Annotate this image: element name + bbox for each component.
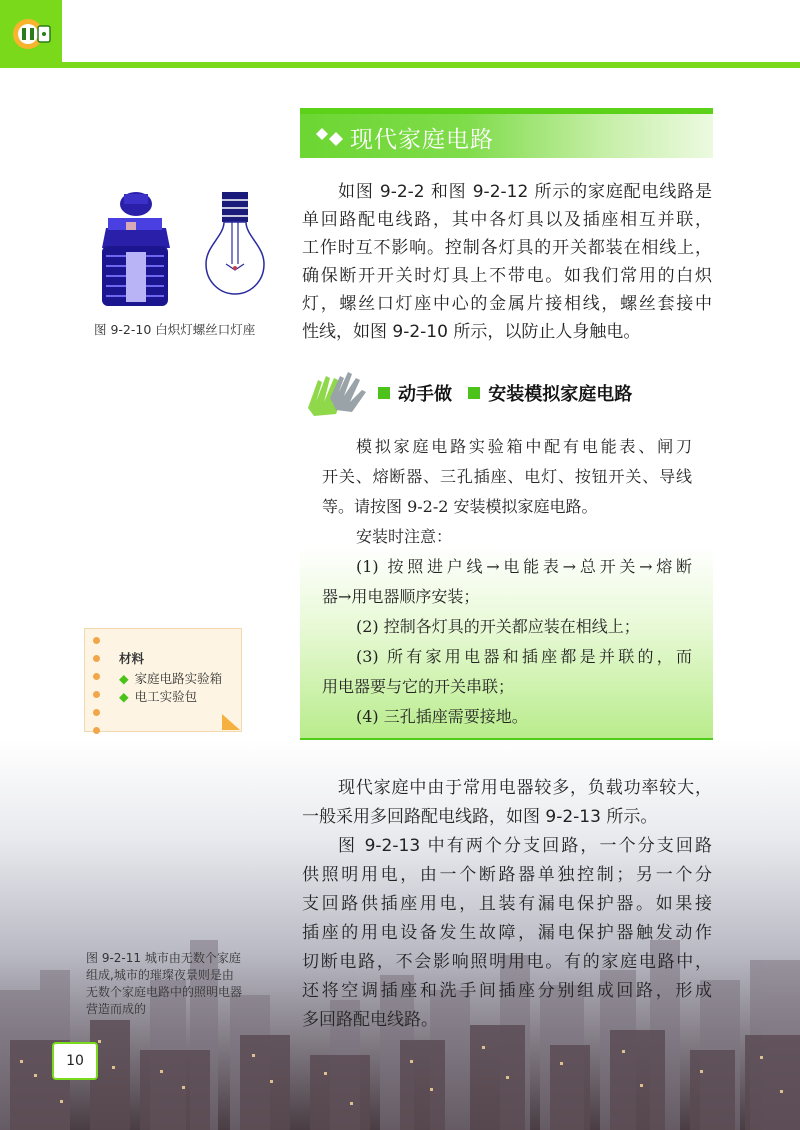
text-line: 模拟家庭电路实验箱中配有电能表、闸刀 xyxy=(356,437,692,456)
text-line: 切断电路，不会影响照明用电。有的家庭电路中， xyxy=(302,952,712,972)
text-line: (3) 所有家用电器和插座都是并联的，而 xyxy=(356,647,692,666)
text-line: 工作时互不影响。控制各灯具的开关都装在相线上， xyxy=(302,238,712,258)
page-header-band xyxy=(0,0,800,68)
text-line: 开关、熔断器、三孔插座、电灯、按钮开关、导线 xyxy=(322,467,692,486)
materials-item: ◆ 电工实验包 xyxy=(119,689,198,704)
text-line: 还将空调插座和洗手间插座分别组成回路，形成 xyxy=(302,981,712,1001)
text-line: 供照明用电，由一个断路器单独控制；另一个分 xyxy=(302,865,712,885)
text-line: 如图 9-2-2 和图 9-2-12 所示的家庭配电线路是 xyxy=(338,182,712,202)
text-line: 灯，螺丝口灯座中心的金属片接相线，螺丝套接中 xyxy=(302,294,712,314)
diamond-bullets-icon xyxy=(314,124,350,148)
text-line: 现代家庭中由于常用电器较多，负载功率较大， xyxy=(338,778,712,798)
header-rule xyxy=(0,62,800,68)
hands-icon xyxy=(300,368,376,420)
section-title: 现代家庭电路 xyxy=(350,127,494,153)
text-line: 器→用电器顺序安装； xyxy=(322,587,480,606)
caption-line: 无数个家庭电路中的照明电器 xyxy=(86,985,243,999)
caption-line: 组成,城市的璀璨夜景则是由 xyxy=(86,968,234,982)
caption-line: 图 9-2-11 城市由无数个家庭 xyxy=(86,951,241,965)
figure-9-2-11-caption xyxy=(86,950,242,1018)
green-diamond-icon: ◆ xyxy=(119,689,129,704)
note-fold-corner xyxy=(222,714,240,730)
materials-item: ◆ 家庭电路实验箱 xyxy=(119,671,223,686)
activity-text xyxy=(322,432,692,732)
intro-paragraph xyxy=(302,178,712,346)
text-line: 单回路配电线路，其中各灯具以及插座相互并联， xyxy=(302,210,712,230)
activity-label: 动手做 xyxy=(398,384,452,405)
text-line: 插座的用电设备发生故障，漏电保护器触发动作 xyxy=(302,923,712,943)
text-line: (4) 三孔插座需要接地。 xyxy=(356,707,528,726)
body-paragraphs xyxy=(302,774,712,1035)
text-line: 用电器要与它的开关串联； xyxy=(322,677,515,696)
text-line: 图 9-2-13 中有两个分支回路，一个分支回路 xyxy=(338,836,712,856)
note-binding-dots xyxy=(93,637,101,745)
green-square-icon xyxy=(468,387,480,399)
caption-line: 营造而成的 xyxy=(86,1002,147,1016)
screw-lamp-socket-figure xyxy=(96,188,174,316)
text-line: 确保断开开关时灯具上不带电。如我们常用的白炽 xyxy=(302,266,712,286)
section-heading xyxy=(300,114,713,158)
text-line: 多回路配电线路。 xyxy=(302,1010,438,1030)
green-square-icon xyxy=(378,387,390,399)
activity-heading xyxy=(378,380,632,406)
text-line: (2) 控制各灯具的开关都应装在相线上； xyxy=(356,617,640,636)
materials-title: 材料 xyxy=(119,651,145,666)
text-line: 一般采用多回路配电线路，如图 9-2-13 所示。 xyxy=(302,807,658,827)
text-line: 等。请按图 9-2-2 安装模拟家庭电路。 xyxy=(322,497,598,516)
incandescent-bulb-figure xyxy=(202,190,268,296)
text-line: 支回路供插座用电，且装有漏电保护器。如果接 xyxy=(302,894,712,914)
green-diamond-icon: ◆ xyxy=(119,671,129,686)
text-line: 性线，如图 9-2-10 所示，以防止人身触电。 xyxy=(302,322,641,342)
text-line: (1) 按照进户线→电能表→总开关→熔断 xyxy=(356,557,692,576)
materials-note xyxy=(84,628,242,732)
activity-title: 安装模拟家庭电路 xyxy=(488,384,633,405)
plug-logo-icon xyxy=(8,14,54,54)
figure-9-2-10-caption: 图 9-2-10 白炽灯螺丝口灯座 xyxy=(94,322,256,337)
page-number: 10 xyxy=(52,1042,98,1080)
text-line: 安装时注意： xyxy=(356,527,453,546)
